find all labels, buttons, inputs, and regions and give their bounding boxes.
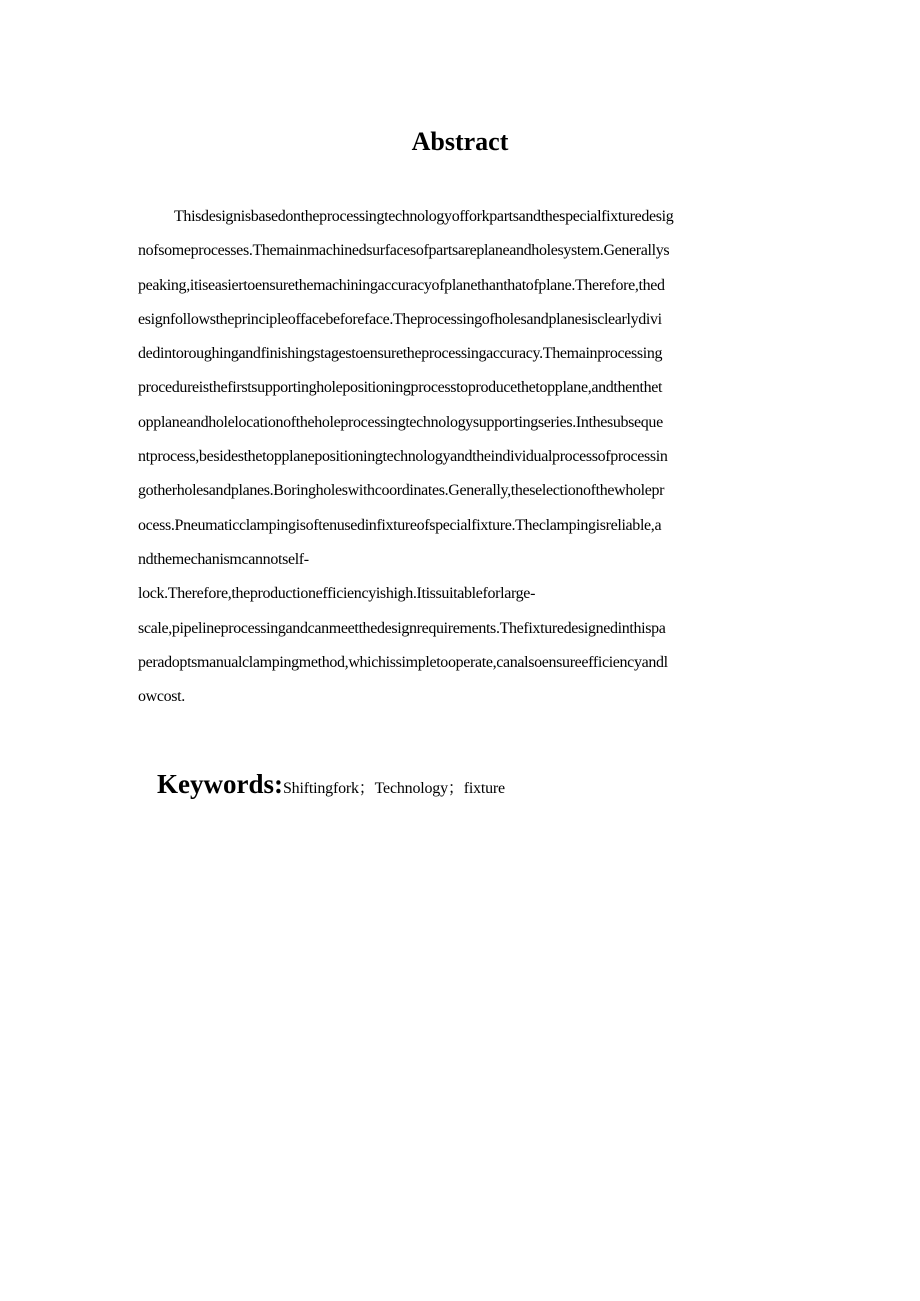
abstract-line: owcost. (138, 688, 185, 706)
abstract-line: peaking,itiseasiertoensurethemachiningaccuracyofplanethanthatofplane.Therefore,thed (138, 276, 665, 294)
abstract-line: nofsomeprocesses.Themainmachinedsurfacesofpartsareplaneandholesystem.Generallys (138, 242, 670, 260)
abstract-line: ntprocess,besidesthetopplanepositioningtechnologyandtheindividualprocessofprocessin (138, 448, 668, 466)
abstract-body (138, 200, 788, 714)
keywords-line (157, 766, 505, 807)
abstract-line: gotherholesandplanes.Boringholeswithcoordinates.Generally,theselectionofthewholepr (138, 482, 665, 500)
abstract-line: peradoptsmanualclampingmethod,whichissimpletooperate,canalsoensureefficiencyandl (138, 653, 668, 671)
abstract-line: scale,pipelineprocessingandcanmeetthedesignrequirements.Thefixturedesignedinthispa (138, 619, 666, 637)
abstract-line: lock.Therefore,theproductionefficiencyishigh.Itissuitableforlarge- (138, 585, 536, 603)
abstract-line: procedureisthefirstsupportingholepositioningprocesstoproducethetopplane,andthenthet (138, 379, 663, 397)
abstract-line: esignfollowstheprincipleoffacebeforeface.Theprocessingofholesandplanesisclearlydivi (138, 310, 662, 328)
abstract-line: opplaneandholelocationoftheholeprocessingtechnologysupportingseries.Inthesubseque (138, 413, 663, 431)
abstract-line: Thisdesignisbasedontheprocessingtechnologyofforkpartsandthespecialfixturedesig (174, 208, 674, 225)
keywords-label: Keywords: (157, 769, 283, 799)
abstract-line: ocess.Pneumaticclampingisoftenusedinfixtureofspecialfixture.Theclampingisreliable,a (138, 516, 662, 534)
abstract-title: Abstract (411, 127, 509, 156)
abstract-line: dedintoroughingandfinishingstagestoensuretheprocessingaccuracy.Themainprocessing (138, 345, 663, 363)
keywords-value: Shiftingfork；Technology；fixture (282, 780, 505, 797)
abstract-line: ndthemechanismcannotself- (138, 550, 309, 568)
